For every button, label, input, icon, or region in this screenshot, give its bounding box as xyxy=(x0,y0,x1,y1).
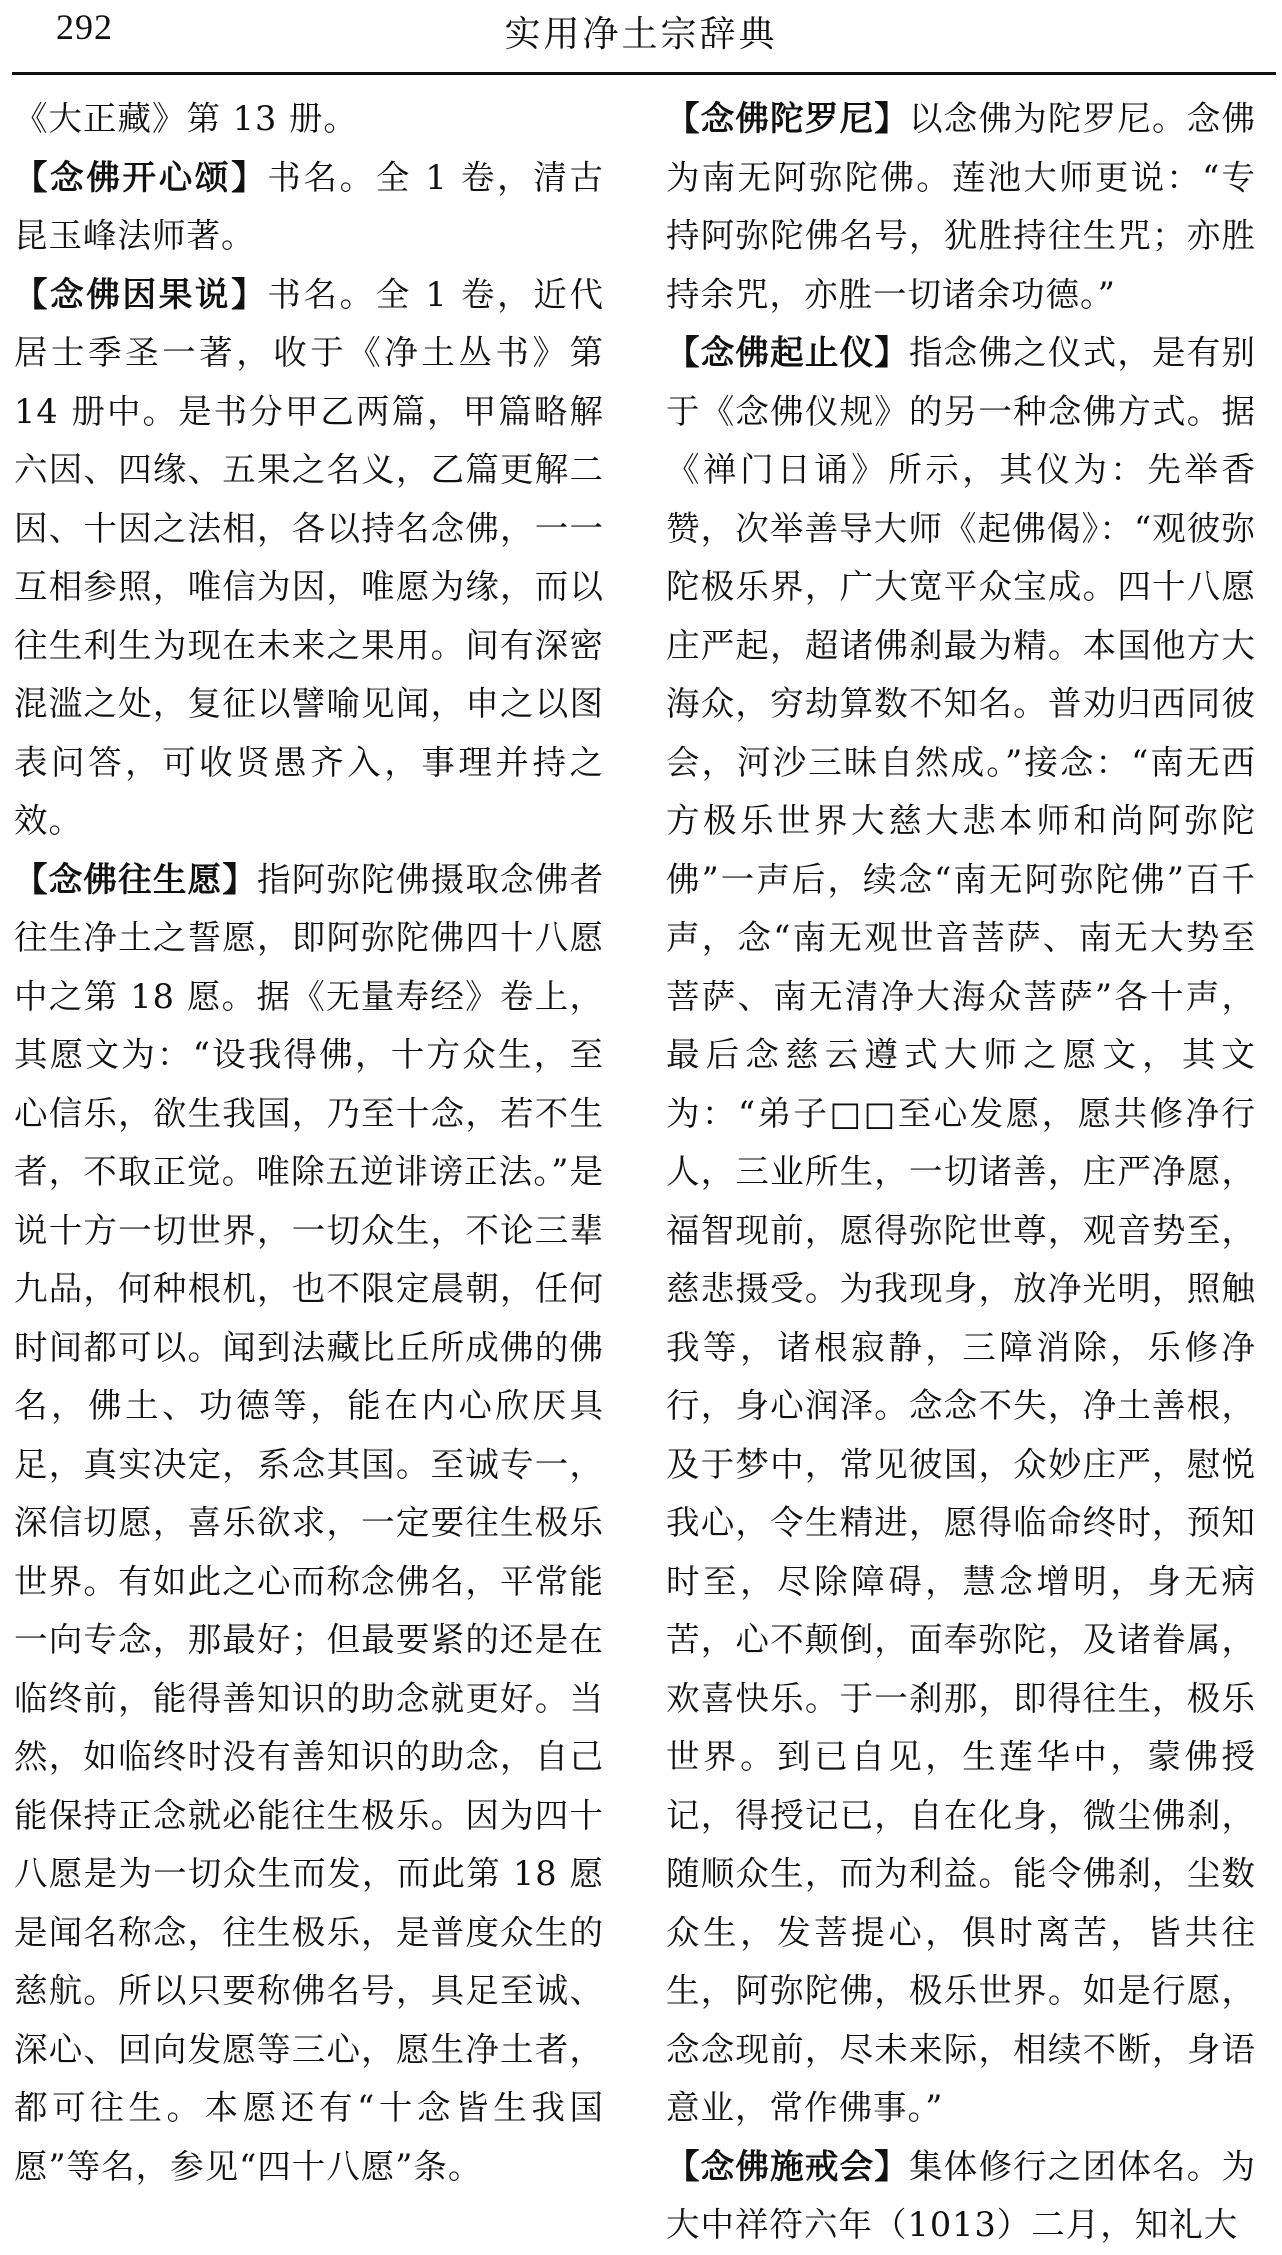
dictionary-entry xyxy=(14,266,604,851)
entry-definition: 指阿弥陀佛摄取念佛者往生净土之誓愿，即阿弥陀佛四十八愿中之第 18 愿。据《无量寿经》卷上，其愿文为：“设我得佛，十方众生，至心信乐，欲生我国，乃至十念，若不生者，不取正觉。唯除五逆诽谤正法。”是说十方一切世界，一切众生，不论三辈九品，何种根机，也不限定晨朝，任何时间都可以。闻到法藏比丘所成佛的佛名，佛土、功德等，能在内心欣厌具足，真实决定，系念其国。至诚专一，深信切愿，喜乐欲求，一定要往生极乐世界。有如此之心而称念佛名，平常能一向专念，那最好；但最要紧的还是在临终前，能得善知识的助念就更好。当然，如临终时没有善知识的助念，自己能保持正念就必能往生极乐。因为四十八愿是为一切众生而发，而此第 18 愿是闻名称念，往生极乐，是普度众生的慈航。所以只要称佛名号，具足至诚、深心、回向发愿等三心，愿生净土者，都可往生。本愿还有“十念皆生我国愿”等名，参见“四十八愿”条。 xyxy=(14,859,604,2186)
page-header xyxy=(0,0,1282,84)
entry-headword: 【念佛陀罗尼】 xyxy=(666,99,910,138)
page-number: 292 xyxy=(56,7,113,47)
dictionary-entry xyxy=(14,851,604,2197)
left-column xyxy=(14,90,604,2196)
entry-definition: 《大正藏》第 13 册。 xyxy=(14,99,358,138)
dictionary-entry xyxy=(666,2138,1256,2255)
entry-headword: 【念佛往生愿】 xyxy=(14,859,258,899)
dictionary-entry xyxy=(666,324,1256,2138)
right-column xyxy=(666,90,1256,2255)
dictionary-entry xyxy=(666,90,1256,324)
entry-definition: 指念佛之仪式，是有别于《念佛仪规》的另一种念佛方式。据《禅门日诵》所示，其仪为：先举香赞，次举善导大师《起佛偈》：“观彼弥陀极乐界，广大宽平众宝成。四十八愿庄严起，超诸佛刹最为精。本国他方大海众，穷劫算数不知名。普劝归西同彼会，河沙三昧自然成。”接念：“南无西方极乐世界大慈大悲本师和尚阿弥陀佛”一声后，续念“南无阿弥陀佛”百千声，念“南无观世音菩萨、南无大势至菩萨、南无清净大海众菩萨”各十声，最后念慈云遵式大师之愿文，其文为：“弟子□□至心发愿，愿共修净行人，三业所生，一切诸善，庄严净愿，福智现前，愿得弥陀世尊，观音势至，慈悲摄受。为我现身，放净光明，照触我等，诸根寂静，三障消除，乐修净行，身心润泽。念念不失，净土善根，及于梦中，常见彼国，众妙庄严，慰悦我心，令生精进，愿得临命终时，预知时至，尽除障碍，慧念增明，身无病苦，心不颠倒，面奉弥陀，及诸眷属，欢喜快乐。于一刹那，即得往生，极乐世界。到已自见，生莲华中，蒙佛授记，得授记已，自在化身，微尘佛刹，随顺众生，而为利益。能令佛刹，尘数众生，发菩提心，俱时离苦，皆共往生，阿弥陀佛，极乐世界。如是行愿，念念现前，尽未来际，相续不断，身语意业，常作佛事。” xyxy=(666,333,1256,2127)
header-divider xyxy=(12,72,1276,75)
entry-headword: 【念佛施戒会】 xyxy=(666,2146,910,2186)
entry-definition: 以念佛为陀罗尼。念佛为南无阿弥陀佛。莲池大师更说：“专持阿弥陀佛名号，犹胜持往生咒；亦胜持余咒，亦胜一切诸余功德。” xyxy=(666,99,1256,314)
entry-definition: 书名。全 1 卷，清古昆玉峰法师著。 xyxy=(14,157,604,255)
dictionary-entry xyxy=(14,149,604,266)
entry-headword: 【念佛因果说】 xyxy=(14,274,268,314)
entry-headword: 【念佛开心颂】 xyxy=(14,157,268,197)
entry-headword: 【念佛起止仪】 xyxy=(666,333,910,372)
dictionary-entry xyxy=(14,90,604,149)
book-title: 实用净土宗辞典 xyxy=(504,14,778,55)
entry-definition: 书名。全 1 卷，近代居士季圣一著，收于《净土丛书》第 14 册中。是书分甲乙两篇，甲篇略解六因、四缘、五果之名义，乙篇更解二因、十因之法相，各以持名念佛，一一互相参照，唯信为因，唯愿为缘，而以往生利生为现在未来之果用。间有深密混滥之处，复征以譬喻见闻，申之以图表问答，可收贤愚齐入，事理并持之效。 xyxy=(14,274,604,840)
entry-definition: 集体修行之团体名。为大中祥符六年（1013）二月，知礼大 xyxy=(666,2146,1256,2244)
